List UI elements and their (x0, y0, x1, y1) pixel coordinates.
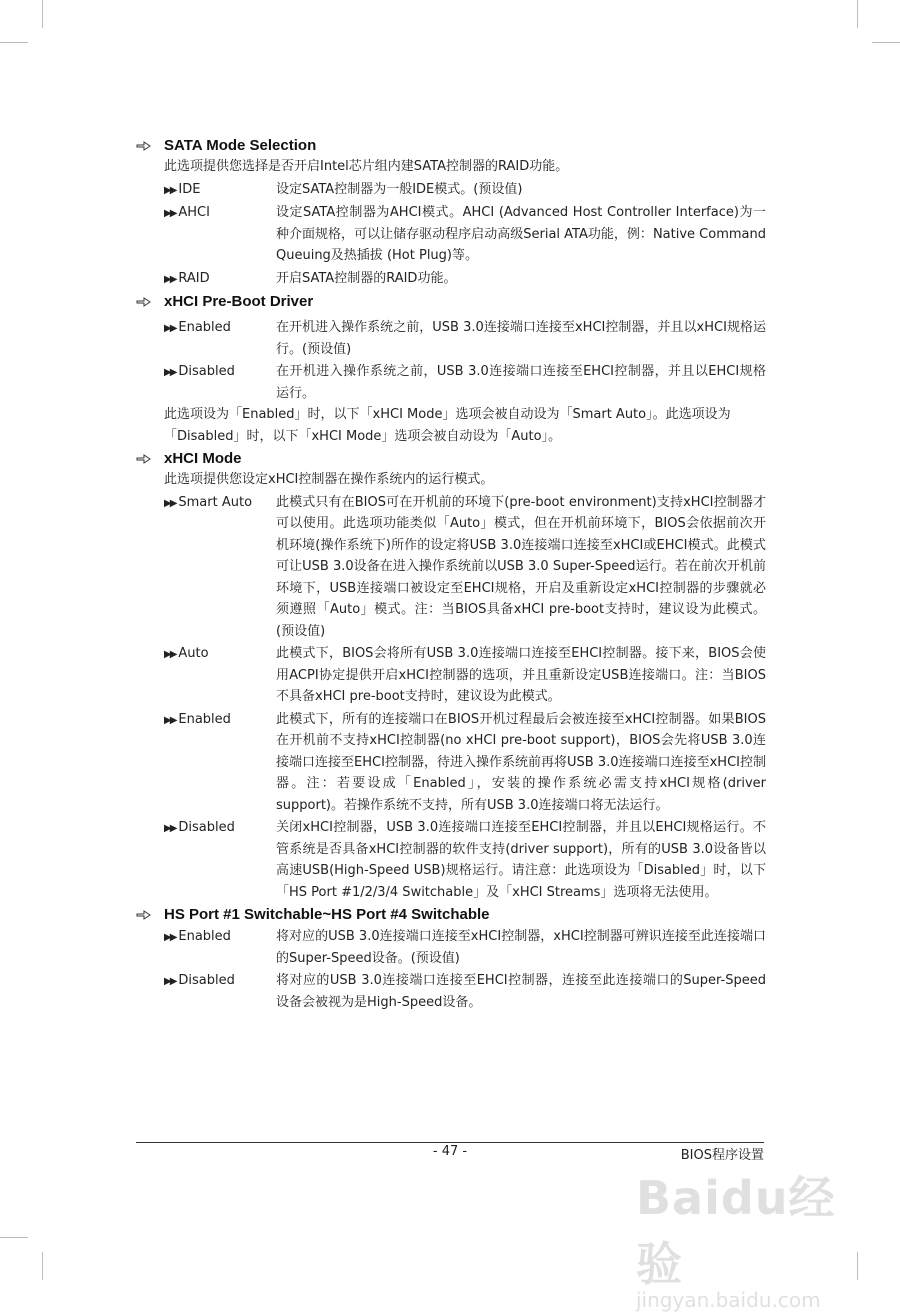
crop-mark (0, 42, 28, 43)
option-text: 此模式只有在BIOS可在开机前的环境下(pre-boot environment)支持xHCI控制器才可以使用。此选项功能类似「Auto」模式，但在开机前环境下，BIOS会依据前次开机环境(操作系统下)所作的设定将USB 3.0连接端口连接至xHCI或EHCI模式。此模式可让USB 3.0设备在进入操作系统前以USB 3.0 Super-Speed运行。若在前次开机前环境下，USB连接端口被设定至EHCI规格，开启及重新设定xHCI控制器的步骤就必须遵照「Auto」模式。注：当BIOS具备xHCI pre-boot支持时，建议设为此模式。(预设值) (276, 494, 766, 639)
double-arrow-icon: ▶▶ (164, 367, 176, 378)
pointing-hand-icon (136, 907, 154, 923)
double-arrow-icon: ▶▶ (164, 976, 176, 987)
option-text: 关闭xHCI控制器，USB 3.0连接端口连接至EHCI控制器，并且以EHCI规格运行。不管系统是否具备xHCI控制器的软件支持(driver support)，所有的USB 3.0设备皆以高速USB(High-Speed USB)规格运行。请注意：此选项设为「Disabled」时，以下「HS Port #1/2/3/4 Switchable」及「xHCI Streams」选项将无法使用。 (276, 820, 766, 900)
crop-mark (42, 1252, 43, 1280)
option-key: Enabled (178, 711, 231, 727)
double-arrow-icon: ▶▶ (164, 932, 176, 943)
option-text: 此模式下，所有的连接端口在BIOS开机过程最后会被连接至xHCI控制器。如果BIOS在开机前不支持xHCI控制器(no xHCI pre-boot support)，BIOS会先将USB 3.0连接端口连接至EHCI控制器，待进入操作系统前再将USB 3.0连接端口连接至xHCI控制器。注：若要设成「Enabled」，安装的操作系统必需支持xHCI规格(driver support)。若操作系统不支持，所有USB 3.0连接端口将无法运行。 (276, 711, 766, 813)
option-text: 在开机进入操作系统之前，USB 3.0连接端口连接至xHCI控制器，并且以xHCI规格运行。(预设值) (276, 320, 766, 357)
option-key: Auto (178, 646, 209, 661)
option-key: RAID (178, 270, 210, 286)
pointing-hand-icon (136, 138, 154, 154)
option-row (136, 970, 766, 1013)
crop-mark (42, 0, 43, 28)
crop-mark (872, 42, 900, 43)
option-key: Smart Auto (178, 494, 253, 510)
page-number: - 47 - (432, 1144, 468, 1159)
watermark-url: jingyan.baidu.com (636, 1288, 821, 1312)
pointing-hand-icon (136, 294, 154, 310)
double-arrow-icon: ▶▶ (164, 497, 176, 509)
option-row (136, 202, 766, 267)
option-text: 在开机进入操作系统之前，USB 3.0连接端口连接至EHCI控制器，并且以EHCI规格运行。 (276, 364, 766, 401)
option-key: Enabled (178, 320, 231, 335)
option-key: IDE (178, 181, 201, 197)
option-row (136, 926, 766, 969)
double-arrow-icon: ▶▶ (164, 208, 176, 219)
document-body (136, 134, 766, 1013)
section-note: 此选项设为「Enabled」时，以下「xHCI Mode」选项会被自动设为「Smart Auto」。此选项设为「Disabled」时，以下「xHCI Mode」选项会被自动设为「Auto」。 (164, 407, 731, 444)
footer-divider (136, 1142, 764, 1143)
section-description: 此选项提供您选择是否开启Intel芯片组内建SATA控制器的RAID功能。 (164, 159, 569, 174)
option-row (136, 817, 766, 903)
option-key: Disabled (178, 364, 235, 379)
option-row (136, 268, 766, 291)
option-text: 将对应的USB 3.0连接端口连接至xHCI控制器，xHCI控制器可辨识连接至此连接端口的Super-Speed设备。(预设值) (276, 929, 766, 966)
pointing-hand-icon (136, 451, 154, 467)
double-arrow-icon: ▶▶ (164, 184, 176, 196)
double-arrow-icon: ▶▶ (164, 823, 176, 834)
option-key: Disabled (178, 973, 235, 988)
double-arrow-icon: ▶▶ (164, 323, 176, 334)
section-title: SATA Mode Selection (136, 136, 766, 156)
option-text: 将对应的USB 3.0连接端口连接至EHCI控制器，连接至此连接端口的Super-Speed设备会被视为是High-Speed设备。 (276, 973, 766, 1010)
option-row (136, 179, 766, 202)
option-row (136, 492, 766, 643)
crop-mark (857, 0, 858, 28)
baidu-watermark (636, 1162, 866, 1312)
section-title: xHCI Mode (136, 449, 766, 469)
option-text: 设定SATA控制器为AHCI模式。AHCI (Advanced Host Controller Interface)为一种介面规格，可以让储存驱动程序启动高级Serial ATA功能，例：Native Command Queuing及热插拔 (Hot Plug)等。 (276, 205, 766, 263)
option-row (136, 361, 766, 404)
option-key: Disabled (178, 820, 235, 835)
double-arrow-icon: ▶▶ (164, 649, 176, 660)
option-text: 此模式下，BIOS会将所有USB 3.0连接端口连接至EHCI控制器。接下来，BIOS会使用ACPI协定提供开启xHCI控制器的选项，并且重新设定USB连接端口。注：当BIOS不具备xHCI pre-boot支持时，建议设为此模式。 (276, 646, 766, 704)
section-title: xHCI Pre-Boot Driver (136, 292, 766, 312)
double-arrow-icon: ▶▶ (164, 273, 176, 285)
section-description: 此选项提供您设定xHCI控制器在操作系统内的运行模式。 (164, 472, 494, 487)
option-key: AHCI (178, 205, 210, 220)
footer-title: BIOS程序设置 (680, 1148, 764, 1163)
option-text: 开启SATA控制器的RAID功能。 (276, 270, 457, 286)
option-row (136, 643, 766, 708)
option-row (136, 317, 766, 360)
double-arrow-icon: ▶▶ (164, 714, 176, 726)
crop-mark (0, 1237, 28, 1238)
option-key: Enabled (178, 929, 231, 944)
option-row (136, 709, 766, 817)
section-title: HS Port #1 Switchable~HS Port #4 Switchable (136, 905, 766, 925)
watermark-logo: Baidu经验 (636, 1171, 836, 1291)
option-text: 设定SATA控制器为一般IDE模式。(预设值) (276, 181, 523, 197)
